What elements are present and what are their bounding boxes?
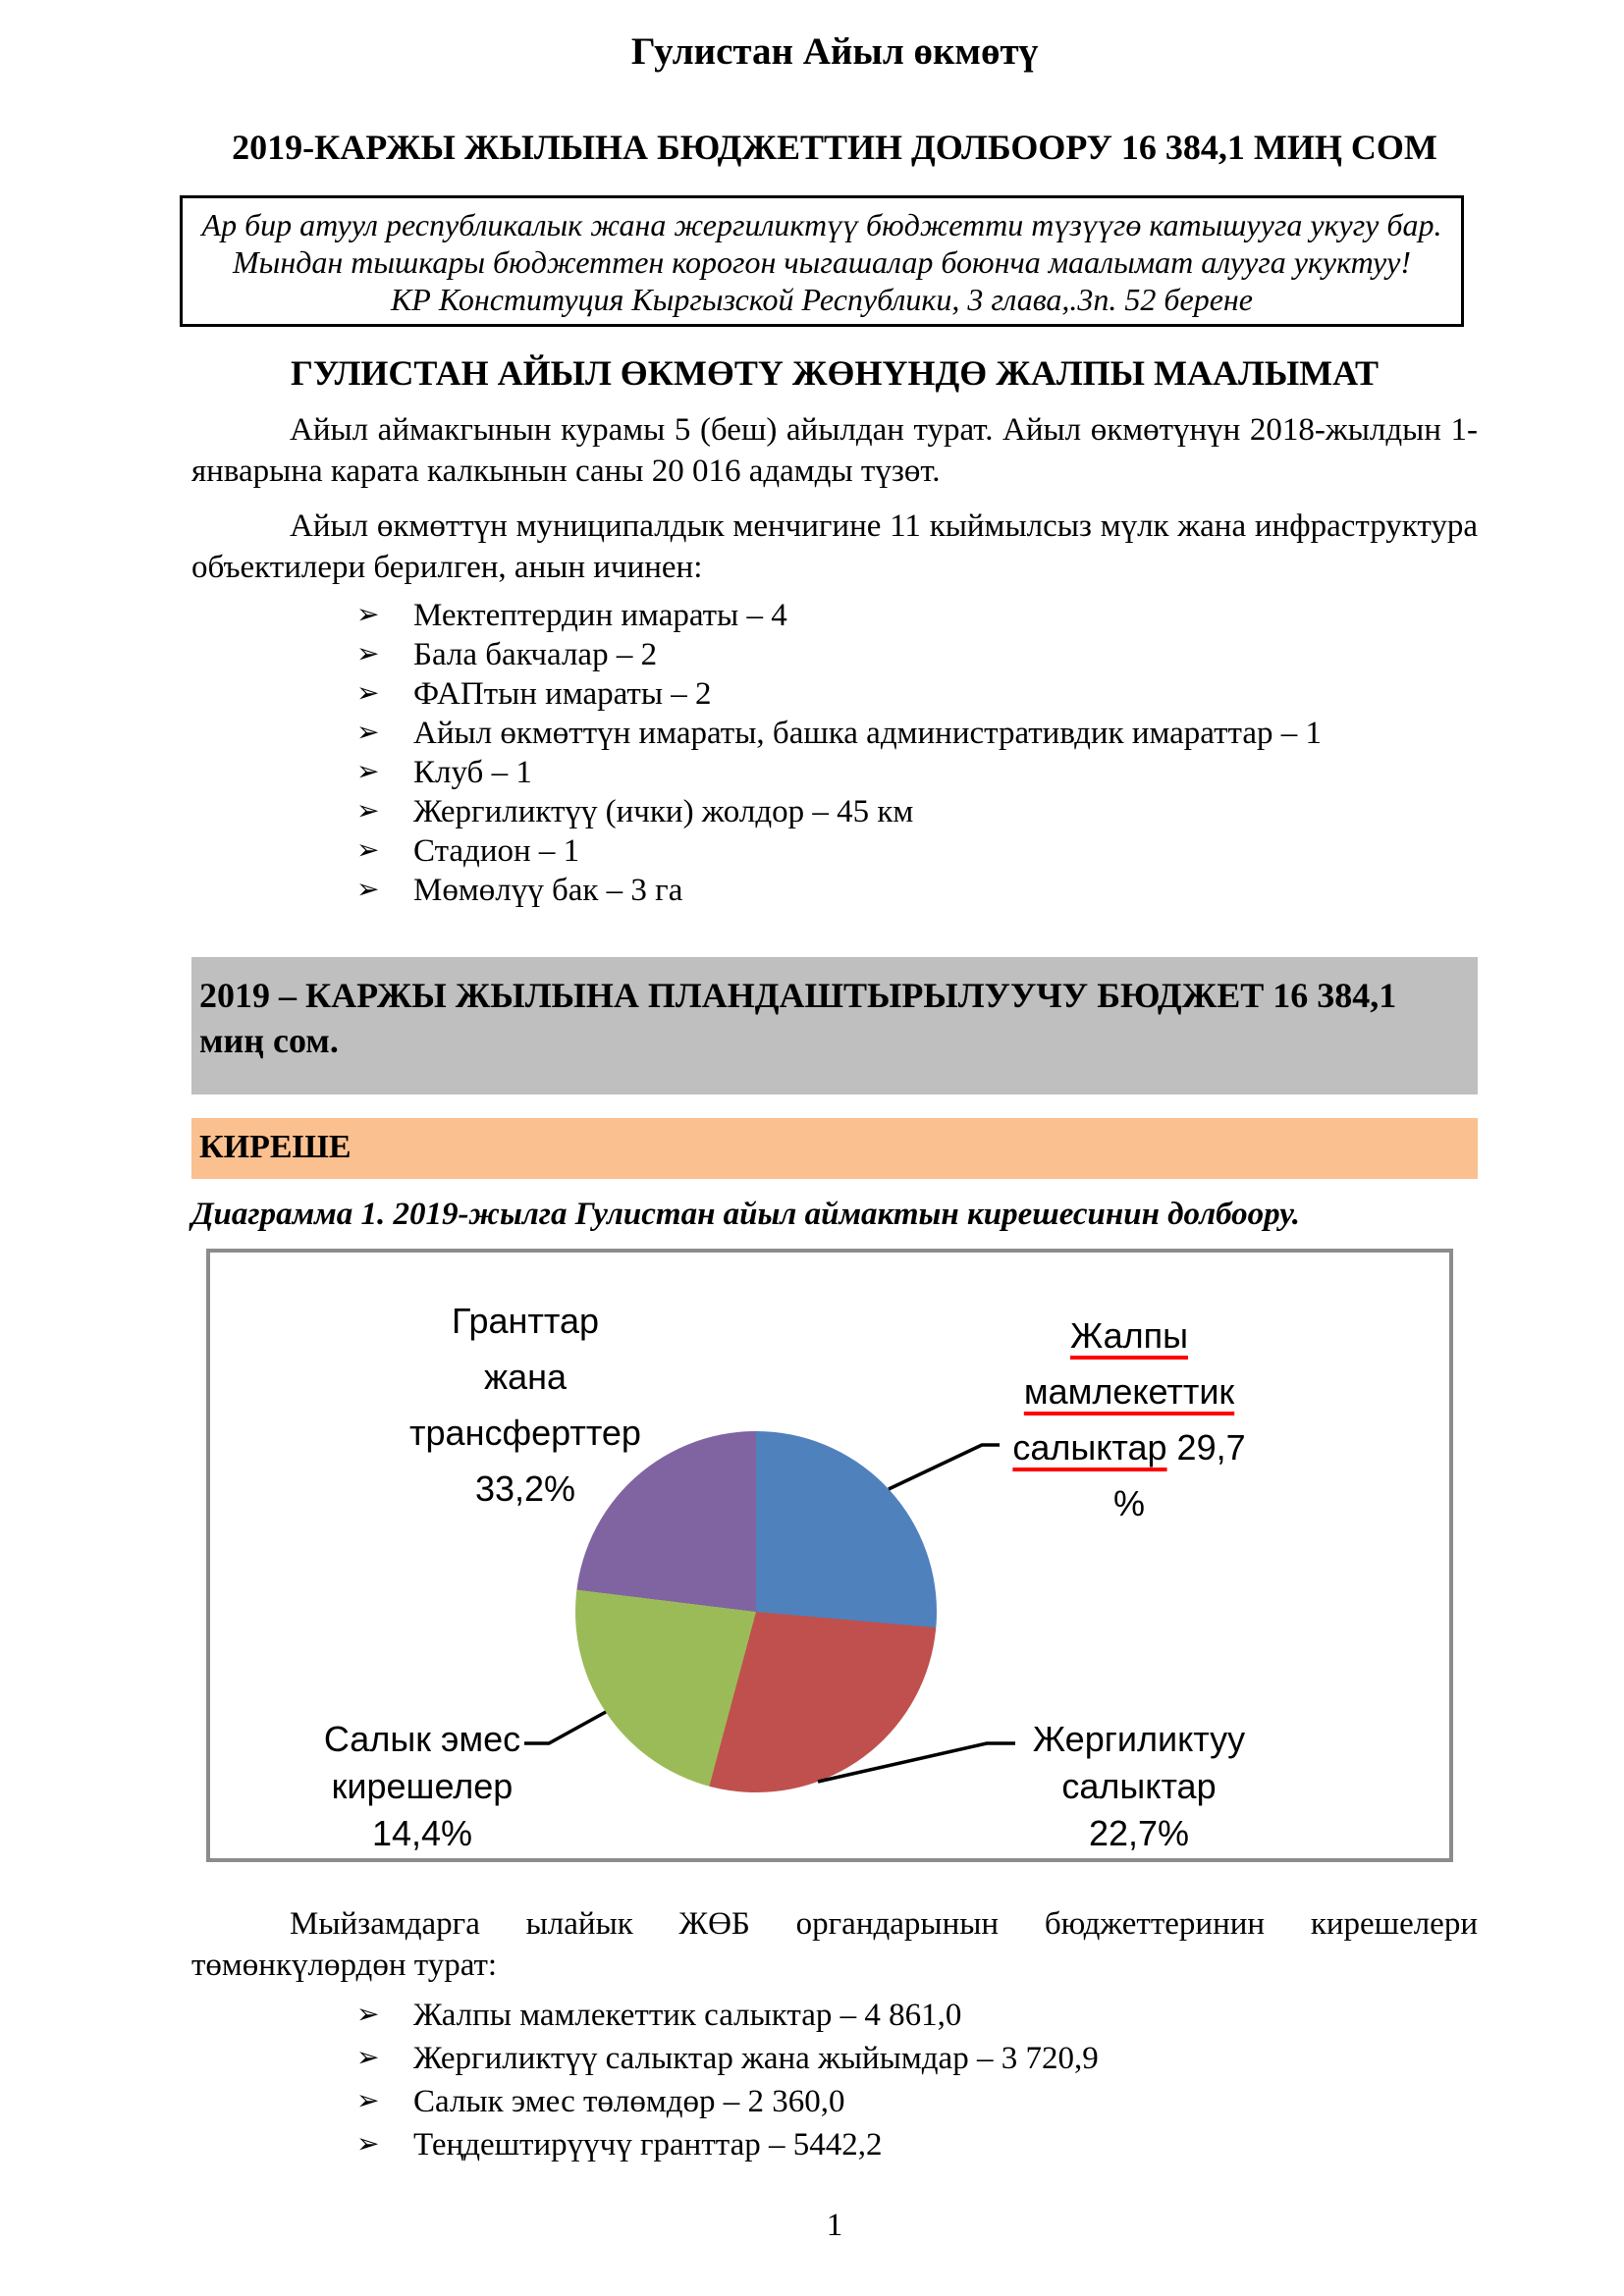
bullet-arrow-icon: ➢ — [356, 718, 380, 748]
pie-label-non-tax-income — [265, 1716, 579, 1857]
label-text: % — [1112, 1483, 1145, 1523]
misspelled-word: салыктар — [1012, 1427, 1167, 1468]
bullet-arrow-icon: ➢ — [356, 757, 380, 787]
list-item-text: ФАПтын имараты – 2 — [413, 676, 712, 712]
list-item-text: Стадион – 1 — [413, 833, 580, 869]
list-item-text: Жалпы мамлекеттик салыктар – 4 861,0 — [413, 1998, 962, 2033]
bullet-arrow-icon: ➢ — [356, 835, 380, 866]
chart-caption: Диаграмма 1. 2019-жылга Гулистан айыл аймактын кирешесинин долбоору. — [191, 1197, 1301, 1232]
pie-label-line — [265, 1763, 579, 1810]
general-info-paragraph-2: Айыл өкмөттүн муниципалдык менчигине 11 кыймылсыз мүлк жана инфраструктура объектилери берилген, анын ичинен: — [191, 508, 1478, 585]
quote-line: Мындан тышкары бюджеттен корогон чыгашалар боюнча маалымат алууга укуктуу! — [232, 244, 1411, 280]
list-item — [191, 831, 1478, 871]
list-item-text: Теңдештирүүчү гранттар – 5442,2 — [413, 2127, 883, 2163]
bullet-arrow-icon: ➢ — [356, 2129, 380, 2160]
income-pie-chart — [206, 1249, 1453, 1862]
label-text: 29,7 — [1166, 1427, 1246, 1468]
pie-label-line — [938, 1475, 1321, 1531]
list-item-text: Жергиликтүү (ички) жолдор – 45 км — [413, 794, 914, 829]
list-item — [191, 635, 1478, 674]
bullet-arrow-icon: ➢ — [356, 678, 380, 709]
pie-label-grants-transfers — [344, 1293, 707, 1517]
bullet-arrow-icon: ➢ — [356, 2086, 380, 2116]
pie-label-line — [938, 1308, 1321, 1363]
pie-label-line — [265, 1810, 579, 1857]
income-details-paragraph: Мыйзамдарга ылайык ЖӨБ органдарынын бюджеттеринин кирешелери төмөнкүлөрдөн турат: — [191, 1906, 1478, 1983]
pie-label-line — [962, 1763, 1316, 1810]
list-item — [191, 2080, 1478, 2123]
list-item-text: Бала бакчалар – 2 — [413, 637, 658, 672]
bullet-arrow-icon: ➢ — [356, 875, 380, 905]
list-item — [191, 674, 1478, 714]
list-item — [191, 2037, 1478, 2080]
quote-line: Ар бир атуул республикалык жана жергиликтүү бюджетти түзүүгө катышууга укугу бар. — [201, 207, 1442, 242]
document-subtitle: 2019-КАРЖЫ ЖЫЛЫНА БЮДЖЕТТИН ДОЛБООРУ 16 384,1 МИҢ СОМ — [232, 128, 1437, 167]
misspelled-word: мамлекеттик — [1023, 1371, 1235, 1412]
pie-label-line — [938, 1363, 1321, 1419]
bullet-arrow-icon: ➢ — [356, 796, 380, 827]
bullet-arrow-icon: ➢ — [356, 2043, 380, 2073]
page-number: 1 — [826, 2208, 843, 2243]
general-info-paragraph-1: Айыл аймакгынын курамы 5 (беш) айылдан турат. Айыл өкмөтүнүн 2018-жылдын 1-январына карата калкынын саны 20 016 адамды түзөт. — [191, 412, 1478, 489]
list-item — [191, 714, 1478, 753]
label-text: 22,7% — [1088, 1813, 1190, 1853]
pie-label-line — [962, 1810, 1316, 1857]
bullet-arrow-icon: ➢ — [356, 600, 380, 630]
pie-label-line — [962, 1716, 1316, 1763]
list-item-text: Жергиликтүү салыктар жана жыйымдар – 3 720,9 — [413, 2041, 1099, 2076]
label-text: кирешелер — [331, 1766, 514, 1806]
list-item — [191, 1994, 1478, 2037]
budget-banner: 2019 – КАРЖЫ ЖЫЛЫНА ПЛАНДАШТЫРЫЛУУЧУ БЮДЖЕТ 16 384,1 миң сом. — [191, 957, 1478, 1095]
bullet-arrow-icon: ➢ — [356, 639, 380, 669]
constitution-quote-box — [180, 195, 1464, 327]
label-text: жана — [483, 1357, 567, 1397]
general-info-heading: ГУЛИСТАН АЙЫЛ ӨКМӨТҮ ЖӨНҮНДӨ ЖАЛПЫ МААЛЫМАТ — [290, 353, 1379, 393]
pie-label-state-taxes — [938, 1308, 1321, 1531]
list-item-text: Мектептердин имараты – 4 — [413, 598, 787, 633]
list-item — [191, 2123, 1478, 2166]
misspelled-word: Жалпы — [1069, 1315, 1189, 1356]
bullet-arrow-icon: ➢ — [356, 2000, 380, 2030]
label-text: Гранттар — [451, 1301, 599, 1341]
list-item-text: Айыл өкмөттүн имараты, башка административдик имараттар – 1 — [413, 716, 1322, 751]
pie-label-local-taxes — [962, 1716, 1316, 1857]
label-text: трансферттер — [409, 1413, 641, 1453]
quote-line: КР Конституция Кыргызской Республики, 3 глава,.3п. 52 берене — [391, 282, 1253, 317]
income-banner: КИРЕШЕ — [191, 1118, 1478, 1179]
pie-label-line — [938, 1419, 1321, 1475]
pie-label-line — [265, 1716, 579, 1763]
income-amounts-list — [191, 1994, 1478, 2166]
list-item — [191, 753, 1478, 792]
list-item-text: Клуб – 1 — [413, 755, 532, 790]
page-content — [191, 0, 1478, 2244]
pie-label-line — [344, 1293, 707, 1349]
list-item — [191, 596, 1478, 635]
pie-label-line — [344, 1461, 707, 1517]
label-text: 14,4% — [371, 1813, 473, 1853]
pie-label-line — [344, 1349, 707, 1405]
document-title: Гулистан Айыл өкмөтү — [630, 30, 1039, 73]
list-item — [191, 792, 1478, 831]
label-text: 33,2% — [474, 1468, 576, 1509]
pie-label-line — [344, 1405, 707, 1461]
list-item — [191, 871, 1478, 910]
list-item-text: Мөмөлүү бак – 3 га — [413, 873, 683, 908]
list-item-text: Салык эмес төлөмдөр – 2 360,0 — [413, 2084, 845, 2119]
property-list — [191, 596, 1478, 910]
label-text: Салык эмес — [323, 1719, 521, 1759]
label-text: Жергиликтуу — [1032, 1719, 1246, 1759]
label-text: салыктар — [1061, 1766, 1217, 1806]
